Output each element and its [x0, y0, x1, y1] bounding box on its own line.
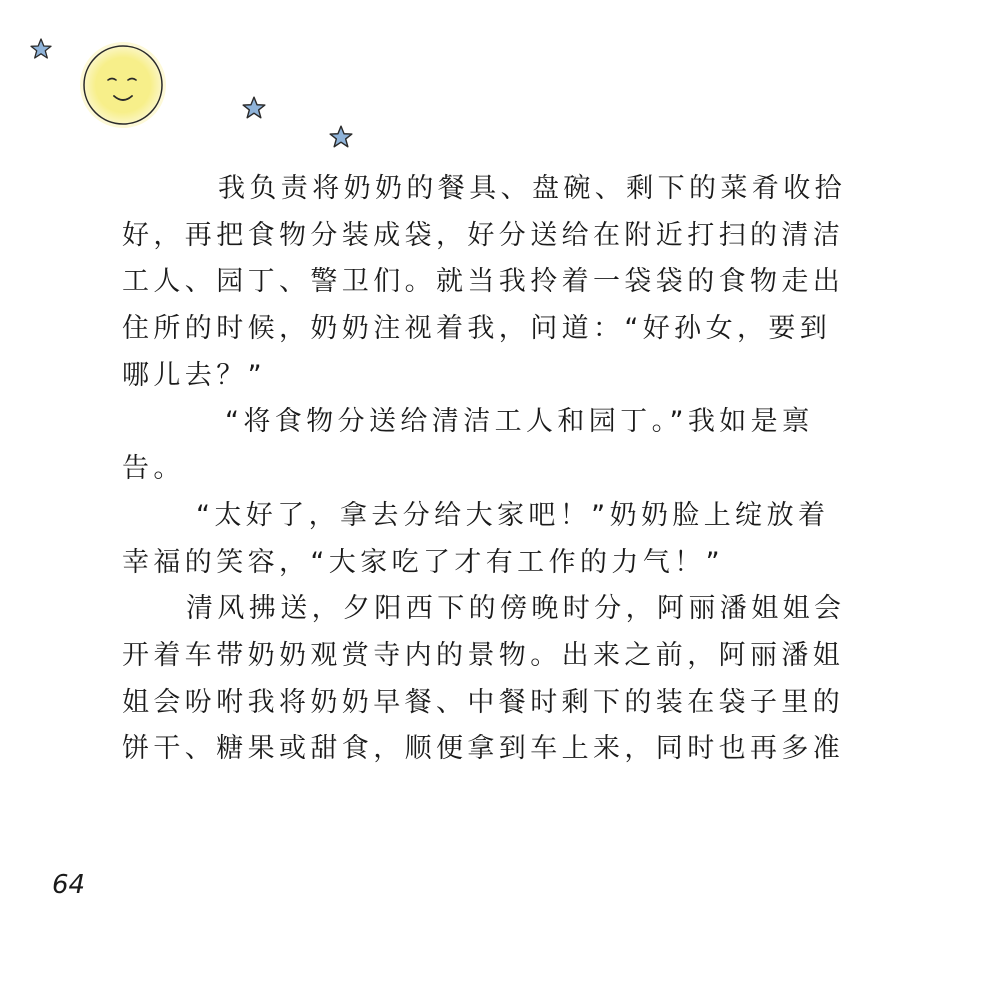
text-line: 哪儿去？”: [122, 359, 266, 391]
text-line: 清风拂送，夕阳西下的傍晚时分，阿丽潘姐姐会: [186, 593, 846, 625]
text-line: 工人、园丁、警卫们。就当我拎着一袋袋的食物走出: [122, 266, 845, 298]
text-line: 开着车带奶奶观赏寺内的景物。出来之前，阿丽潘姐: [122, 639, 845, 671]
text-line: 我负责将奶奶的餐具、盘碗、剩下的菜肴收拾: [218, 173, 846, 204]
body-text: [122, 166, 846, 773]
text-line: 饼干、糖果或甜食，顺便拿到车上来，同时也再多准: [122, 733, 845, 765]
star-icon: [328, 124, 354, 150]
page-number: 64: [52, 870, 86, 900]
smiling-moon-icon: [78, 40, 168, 130]
text-line: 姐会吩咐我将奶奶早餐、中餐时剩下的装在袋子里的: [122, 686, 845, 718]
text-line: 告。: [122, 453, 185, 485]
text-line: 好，再把食物分装成袋，好分送给在附近打扫的清洁: [122, 219, 845, 251]
text-line: “将食物分送给清洁工人和园丁。”我如是禀: [225, 406, 814, 438]
star-icon: [241, 95, 267, 121]
star-icon: [29, 37, 53, 61]
text-line: “太好了，拿去分给大家吧！”奶奶脸上绽放着: [196, 499, 830, 531]
text-line: 幸福的笑容，“大家吃了才有工作的力气！”: [122, 546, 724, 578]
text-line: 住所的时候，奶奶注视着我，问道：“好孙女，要到: [122, 313, 832, 345]
